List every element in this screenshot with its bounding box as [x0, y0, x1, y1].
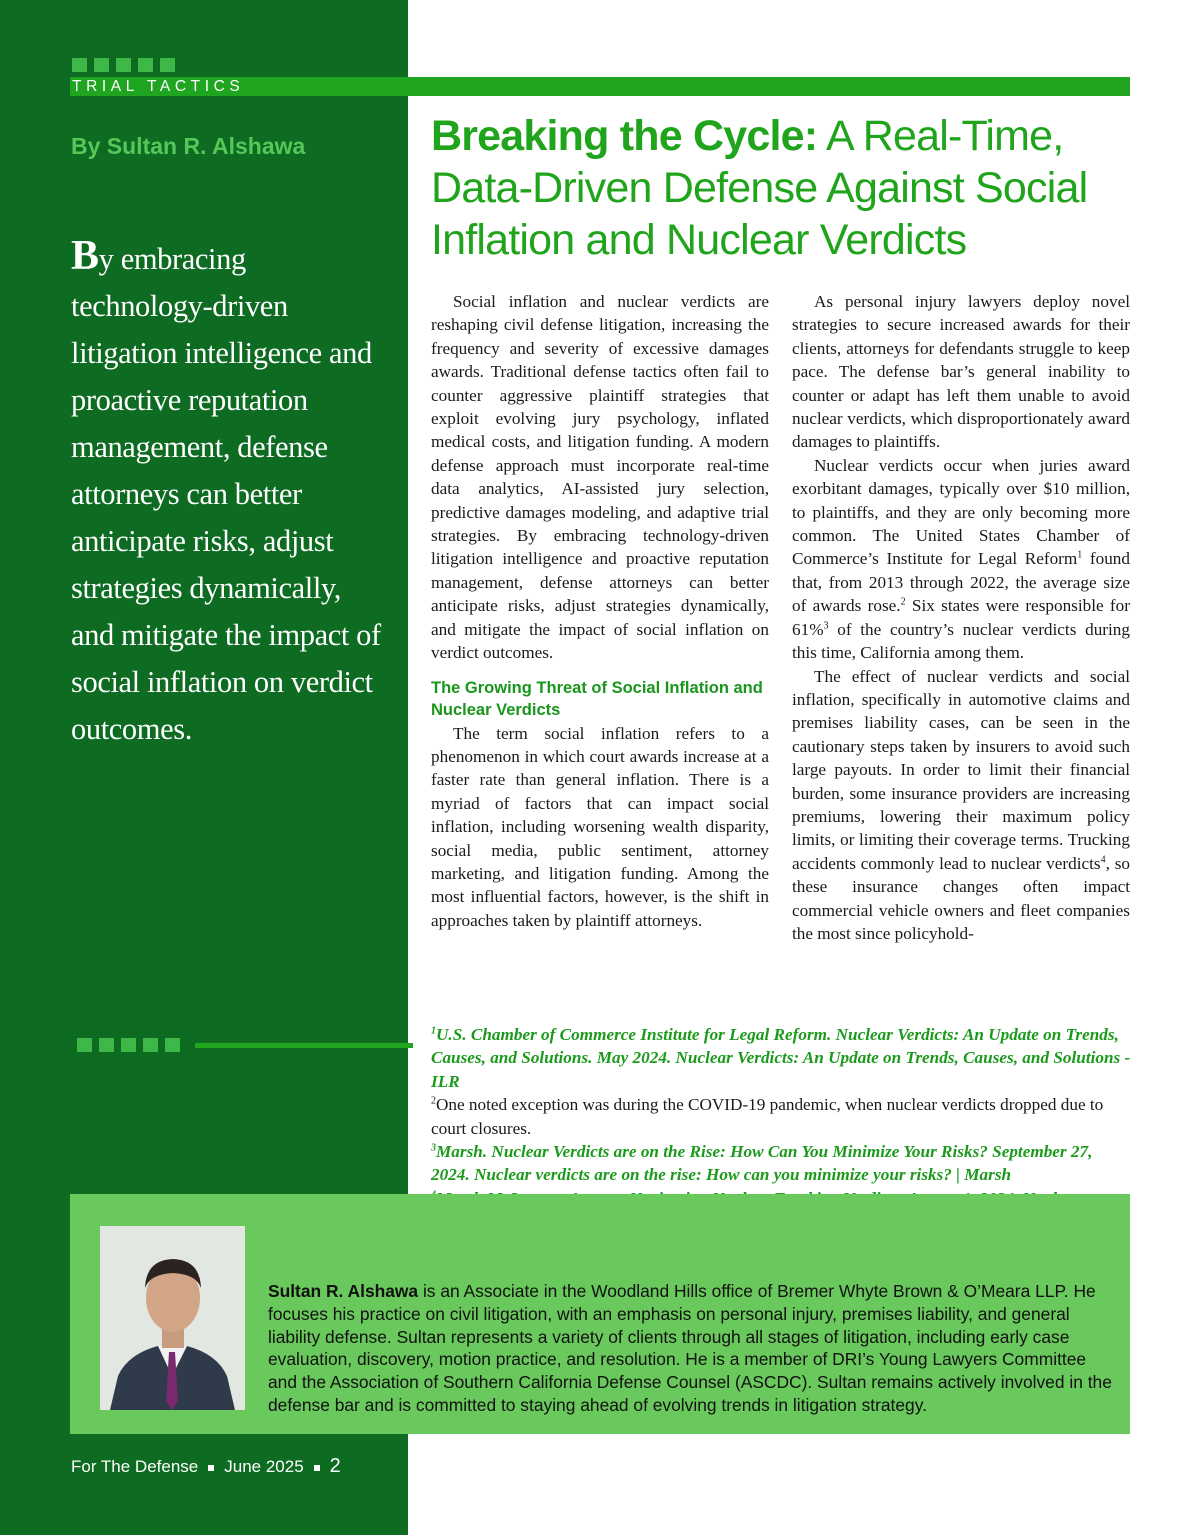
pull-quote-text: y embracing technology-driven litigation intelligence and proactive reputation management, defense attorneys can better anticipate risks, adjust strategies dynamically, and mitigate the impact of social inflation on verdict outcomes.: [71, 242, 381, 746]
issue-date: June 2025: [224, 1457, 304, 1476]
footnote-2: [431, 1093, 1131, 1140]
author-photo: [100, 1226, 245, 1410]
text-run: Six states were responsible for 61%: [792, 596, 1130, 639]
pull-quote: [71, 233, 391, 753]
footnote-ref: 4: [1100, 854, 1106, 866]
author-name: Sultan R. Alshawa: [268, 1281, 419, 1301]
section-label: TRIAL TACTICS: [72, 78, 245, 95]
body-column-left: [431, 290, 769, 932]
footnote-ref: 2: [900, 596, 906, 608]
footnote-text: U.S. Chamber of Commerce Institute for Legal Reform. Nuclear Verdicts: An Update on Trends, Causes, and Solutions. May 2024. Nuclear Verdicts: An Update on Trends, Causes, and Solutions - ILR: [431, 1025, 1131, 1091]
text-run: Nuclear verdicts occur when juries award exorbitant damages, typically over $10 million, to plaintiffs, and they are only becoming more common. The United States Chamber of Commerce’s Institute for Legal Reform: [792, 455, 1130, 569]
drop-cap: B: [71, 233, 99, 279]
text-run: , so these insurance changes often impact commercial vehicle owners and fleet companies the most since policyhold-: [792, 853, 1130, 943]
separator-square-icon: [208, 1465, 214, 1471]
title-rest: A Real-Time, Data-Driven Defense Against Social Inflation and Nuclear Verdicts: [431, 112, 1088, 264]
publication-name: For The Defense: [71, 1457, 199, 1476]
byline: By Sultan R. Alshawa: [71, 133, 306, 159]
author-bio-text: is an Associate in the Woodland Hills office of Bremer Whyte Brown & O’Meara LLP. He focuses his practice on civil litigation, with an emphasis on personal injury, premises liability, and general liability defense. Sultan represents a variety of clients through all stages of litigation, including early case evaluation, discovery, motion practice, and resolution. He is a member of DRI’s Young Lawyers Committee and the Association of Southern California Defense Counsel (ASCDC). Sultan remains actively involved in the defense bar and is committed to staying ahead of evolving trends in litigation strategy.: [268, 1281, 1112, 1415]
decorative-squares-top: [72, 58, 175, 72]
footnote-number: 3: [431, 1142, 436, 1154]
section-heading: The Growing Threat of Social Inflation and Nuclear Verdicts: [431, 678, 763, 719]
footnote-text: Marsh. Nuclear Verdicts are on the Rise: How Can You Minimize Your Risks? September 27, 2024. Nuclear verdicts are on the rise: How can you minimize your risks? | Marsh: [431, 1142, 1093, 1185]
footnote-number: 1: [431, 1025, 436, 1037]
title-bold: Breaking the Cycle:: [431, 112, 818, 160]
text-run: The effect of nuclear verdicts and social inflation, specifically in automotive claims and premises liability cases, can be seen in the cautionary steps taken by insurers to avoid such large payouts. In order to limit their financial burden, some insurance providers are increasing premiums, lowering their maximum policy limits, or limiting their coverage terms. Trucking accidents commonly lead to nuclear verdicts: [792, 666, 1130, 873]
footnote-number: 2: [431, 1095, 436, 1107]
page-number: 2: [329, 1455, 341, 1477]
body-paragraph: As personal injury lawyers deploy novel strategies to secure increased awards for their clients, attorneys for defendants struggle to keep pace. The defense bar’s general inability to counter or adapt has left them unable to avoid nuclear verdicts, which disproportionately award damages to plaintiffs.: [792, 292, 1130, 452]
page-footer: [71, 1455, 341, 1478]
footnote-text: One noted exception was during the COVID-19 pandemic, when nuclear verdicts dropped due to court closures.: [431, 1095, 1104, 1138]
body-paragraph: The term social inflation refers to a phenomenon in which court awards increase at a faster rate than general inflation. There is a myriad of factors that can impact social inflation, including worsening wealth disparity, social media, public sentiment, attorney marketing, and litigation funding. Among the most influential factors, however, is the shift in approaches taken by plaintiff attorneys.: [431, 723, 769, 930]
text-run: of the country’s nuclear verdicts during this time, California among them.: [792, 619, 1130, 663]
intro-paragraph: Social inflation and nuclear verdicts are reshaping civil defense litigation, increasing the frequency and severity of excessive damages awards. Traditional defense tactics often fail to counter aggressive plaintiff strategies that exploit evolving jury psychology, inflated medical costs, and litigation funding. A modern defense approach must incorporate real-time data analytics, AI-assisted jury selection, predictive damages modeling, and adaptive trial strategies. By embracing technology-driven litigation intelligence and proactive reputation management, defense attorneys can better anticipate risks, adjust strategies dynamically, and mitigate the impact of social inflation on verdict outcomes.: [431, 292, 769, 663]
footnote-ref: 3: [823, 619, 829, 631]
author-bio: [268, 1280, 1118, 1417]
text-run: found that, from 2013 through 2022, the average size of awards rose.: [792, 549, 1130, 616]
footnote-1[interactable]: [431, 1023, 1131, 1093]
decorative-rule-mid: [195, 1043, 413, 1048]
footnote-ref: 1: [1077, 549, 1083, 561]
article-title: [431, 110, 1151, 266]
body-paragraph: [792, 665, 1130, 946]
body-column-right: [792, 290, 1130, 945]
footnote-3[interactable]: [431, 1140, 1131, 1187]
body-paragraph: [792, 454, 1130, 665]
separator-square-icon: [314, 1465, 320, 1471]
decorative-squares-mid: [77, 1038, 180, 1052]
author-portrait-icon: [100, 1226, 245, 1410]
